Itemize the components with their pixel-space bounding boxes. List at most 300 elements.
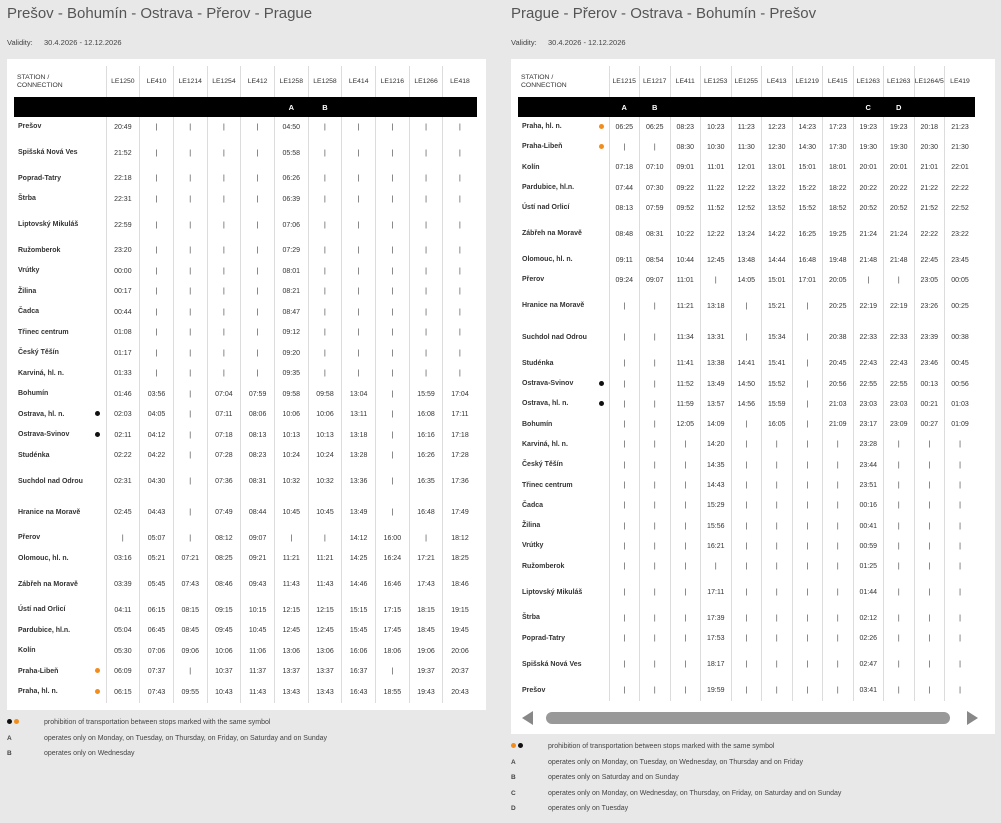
departure-time: | xyxy=(670,680,701,700)
legend-key xyxy=(511,743,541,750)
legend-key: B xyxy=(7,750,12,757)
symbol-cell xyxy=(594,198,609,218)
departure-time: | xyxy=(884,516,915,536)
table-row xyxy=(518,516,975,536)
station-name: Třinec centrum xyxy=(18,328,69,336)
departure-time: | xyxy=(609,516,640,536)
departure-time: | xyxy=(670,577,701,609)
departure-time: 20:43 xyxy=(443,682,477,703)
departure-time: | xyxy=(308,528,342,549)
departure-time: 23:20 xyxy=(106,241,140,262)
departure-time: | xyxy=(609,291,640,323)
departure-time: 16:21 xyxy=(701,536,732,556)
departure-time: 13:37 xyxy=(274,662,308,683)
departure-time: 22:59 xyxy=(106,210,140,241)
departure-time: 00:21 xyxy=(914,394,945,414)
train-marker xyxy=(241,97,275,117)
station-name: Ostrava-Svinov xyxy=(522,380,574,388)
departure-time: 19:23 xyxy=(853,117,884,137)
table-row xyxy=(14,302,477,323)
departure-time: | xyxy=(173,138,207,169)
departure-time: | xyxy=(914,455,945,475)
departure-time: | xyxy=(762,608,793,628)
train-marker xyxy=(106,97,140,117)
departure-time: 19:59 xyxy=(701,680,732,700)
symbol-cell xyxy=(90,323,106,344)
departure-time: | xyxy=(241,282,275,303)
symbol-cell xyxy=(594,516,609,536)
departure-time: 22:45 xyxy=(914,250,945,270)
marker-row xyxy=(518,97,975,117)
departure-time: 17:11 xyxy=(443,405,477,426)
departure-time: | xyxy=(914,649,945,681)
station-name: Pardubice, hl.n. xyxy=(18,626,71,634)
departure-time: 08:48 xyxy=(609,218,640,250)
timetable xyxy=(518,66,975,701)
departure-time: | xyxy=(409,117,443,138)
departure-time: 10:13 xyxy=(308,425,342,446)
departure-time: 08:15 xyxy=(173,600,207,621)
departure-time: | xyxy=(173,528,207,549)
departure-time: | xyxy=(640,496,671,516)
train-marker xyxy=(792,97,823,117)
table-row xyxy=(14,169,477,190)
departure-time: 13:49 xyxy=(701,374,732,394)
departure-time: 14:12 xyxy=(342,528,376,549)
departure-time: 05:21 xyxy=(140,549,174,570)
departure-time: 03:41 xyxy=(853,680,884,700)
train-number: LE1264/5 xyxy=(914,66,945,97)
table-row xyxy=(14,682,477,703)
departure-time: | xyxy=(609,608,640,628)
marker-cell xyxy=(518,97,594,117)
departure-time: 21:03 xyxy=(823,394,854,414)
departure-time: | xyxy=(884,577,915,609)
departure-time: | xyxy=(945,455,976,475)
train-number: LE410 xyxy=(140,66,174,97)
departure-time: | xyxy=(241,261,275,282)
departure-time: 09:11 xyxy=(609,250,640,270)
departure-time: 11:37 xyxy=(241,662,275,683)
station-name: Kolín xyxy=(18,647,36,655)
departure-time: 14:05 xyxy=(731,270,762,290)
departure-time: 09:22 xyxy=(670,178,701,198)
departure-time: | xyxy=(792,322,823,354)
departure-time: | xyxy=(207,169,241,190)
table-row xyxy=(518,117,975,137)
departure-time: 05:04 xyxy=(106,621,140,642)
departure-time: | xyxy=(609,374,640,394)
departure-time: 14:35 xyxy=(701,455,732,475)
departure-time: 19:30 xyxy=(853,137,884,157)
symbol-cell xyxy=(90,364,106,385)
table-row xyxy=(518,374,975,394)
departure-time: | xyxy=(792,680,823,700)
train-marker xyxy=(731,97,762,117)
departure-time: | xyxy=(342,189,376,210)
departure-time: | xyxy=(376,138,410,169)
station-name: Vrútky xyxy=(522,542,544,550)
symbol-cell xyxy=(90,169,106,190)
departure-time: 18:12 xyxy=(443,528,477,549)
symbol-cell xyxy=(594,250,609,270)
departure-time: 06:25 xyxy=(609,117,640,137)
departure-time: | xyxy=(207,302,241,323)
departure-time: | xyxy=(945,680,976,700)
horizontal-scrollbar[interactable] xyxy=(518,709,988,727)
departure-time: | xyxy=(823,496,854,516)
validity-label: Validity: xyxy=(7,38,33,47)
departure-time: 08:30 xyxy=(670,137,701,157)
symbol-cell xyxy=(594,137,609,157)
departure-time: 14:09 xyxy=(701,414,732,434)
departure-time: | xyxy=(409,364,443,385)
departure-time: 21:30 xyxy=(945,137,976,157)
legend-text: operates only on Monday, on Tuesday, on Thursday, on Friday, on Saturday and on Sunday xyxy=(44,734,328,742)
departure-time: 09:52 xyxy=(670,198,701,218)
departure-time: 07:18 xyxy=(609,158,640,178)
departure-time: 10:43 xyxy=(207,682,241,703)
train-marker: A xyxy=(274,97,308,117)
symbol-cell xyxy=(90,384,106,405)
station-name: Žilina xyxy=(18,287,37,295)
departure-time: | xyxy=(173,210,207,241)
departure-time: | xyxy=(884,629,915,649)
departure-time: 13:28 xyxy=(342,446,376,467)
departure-time: 18:06 xyxy=(376,641,410,662)
symbol-cell xyxy=(594,577,609,609)
symbol-cell xyxy=(594,629,609,649)
departure-time: | xyxy=(609,649,640,681)
departure-time: | xyxy=(945,536,976,556)
departure-time: 00:56 xyxy=(945,374,976,394)
departure-time: | xyxy=(884,536,915,556)
station-name: Ústí nad Orlicí xyxy=(18,606,66,614)
symbol-cell xyxy=(90,302,106,323)
departure-time: 22:22 xyxy=(914,218,945,250)
departure-time: 23:46 xyxy=(914,354,945,374)
departure-time: | xyxy=(609,536,640,556)
train-marker xyxy=(376,97,410,117)
departure-time: 10:24 xyxy=(308,446,342,467)
departure-time: | xyxy=(376,364,410,385)
departure-time: 13:57 xyxy=(701,394,732,414)
departure-time: | xyxy=(308,302,342,323)
departure-time: | xyxy=(792,435,823,455)
departure-time: 09:07 xyxy=(640,270,671,290)
departure-time: 13:22 xyxy=(762,178,793,198)
header-row xyxy=(14,66,477,97)
departure-time: 00:44 xyxy=(106,302,140,323)
departure-time: 07:10 xyxy=(640,158,671,178)
train-number: LE1266 xyxy=(409,66,443,97)
departure-time: 18:25 xyxy=(443,549,477,570)
departure-time: | xyxy=(173,282,207,303)
departure-time: 08:13 xyxy=(609,198,640,218)
train-marker xyxy=(823,97,854,117)
departure-time: | xyxy=(792,649,823,681)
table-row xyxy=(14,569,477,600)
departure-time: 16:08 xyxy=(409,405,443,426)
page-title: Prešov - Bohumín - Ostrava - Přerov - Prague xyxy=(7,5,313,22)
departure-time: 11:34 xyxy=(670,322,701,354)
departure-time: 16:48 xyxy=(409,497,443,528)
departure-time: 12:45 xyxy=(308,621,342,642)
departure-time: 14:41 xyxy=(731,354,762,374)
train-number: LE1216 xyxy=(376,66,410,97)
train-number: LE1258 xyxy=(274,66,308,97)
departure-time: | xyxy=(823,557,854,577)
departure-time: | xyxy=(609,322,640,354)
departure-time: 23:28 xyxy=(853,435,884,455)
departure-time: | xyxy=(140,117,174,138)
departure-time: 13:18 xyxy=(701,291,732,323)
departure-time: | xyxy=(731,649,762,681)
table-row xyxy=(14,364,477,385)
departure-time: | xyxy=(792,475,823,495)
train-marker: D xyxy=(884,97,915,117)
station-name: Praha-Libeň xyxy=(18,667,59,675)
station-name: Olomouc, hl. n. xyxy=(18,554,69,562)
departure-time: | xyxy=(640,455,671,475)
departure-time: 20:22 xyxy=(884,178,915,198)
departure-time: | xyxy=(207,241,241,262)
departure-time: 17:53 xyxy=(701,629,732,649)
departure-time: 19:15 xyxy=(443,600,477,621)
departure-time: 14:30 xyxy=(792,137,823,157)
departure-time: 22:55 xyxy=(853,374,884,394)
departure-time: 07:43 xyxy=(140,682,174,703)
departure-time: 23:44 xyxy=(853,455,884,475)
departure-time: 19:43 xyxy=(409,682,443,703)
table-row xyxy=(518,475,975,495)
departure-time: 12:30 xyxy=(762,137,793,157)
departure-time: | xyxy=(731,680,762,700)
departure-time: 07:21 xyxy=(173,549,207,570)
table-row xyxy=(518,178,975,198)
departure-time: | xyxy=(884,557,915,577)
departure-time: | xyxy=(308,364,342,385)
departure-time: 13:18 xyxy=(342,425,376,446)
departure-time: | xyxy=(207,364,241,385)
departure-time: | xyxy=(173,343,207,364)
departure-time: | xyxy=(376,189,410,210)
departure-time: 22:52 xyxy=(945,198,976,218)
departure-time: 13:37 xyxy=(308,662,342,683)
departure-time: 00:05 xyxy=(945,270,976,290)
departure-time: | xyxy=(173,497,207,528)
departure-time: | xyxy=(140,241,174,262)
table-row xyxy=(14,662,477,683)
scrollbar-thumb[interactable] xyxy=(546,712,950,724)
departure-time: 16:26 xyxy=(409,446,443,467)
departure-time: | xyxy=(640,291,671,323)
symbol-cell xyxy=(594,455,609,475)
departure-time: 13:06 xyxy=(274,641,308,662)
departure-time: 23:39 xyxy=(914,322,945,354)
departure-time: | xyxy=(609,414,640,434)
legend-key: A xyxy=(7,734,12,742)
departure-time: | xyxy=(731,629,762,649)
scroll-right-arrow-icon[interactable] xyxy=(967,711,978,725)
departure-time: 15:56 xyxy=(701,516,732,536)
departure-time: | xyxy=(308,282,342,303)
symbol-cell xyxy=(90,425,106,446)
station-name: Hranice na Moravě xyxy=(522,302,585,310)
departure-time: | xyxy=(640,577,671,609)
symbol-cell xyxy=(90,189,106,210)
departure-time: 06:09 xyxy=(106,662,140,683)
table-row xyxy=(518,455,975,475)
symbol-cell xyxy=(594,475,609,495)
departure-time: 19:23 xyxy=(884,117,915,137)
station-name: Spišská Nová Ves xyxy=(18,149,78,156)
train-marker xyxy=(409,97,443,117)
departure-time: | xyxy=(640,137,671,157)
departure-time: | xyxy=(342,302,376,323)
departure-time: | xyxy=(670,435,701,455)
departure-time: 02:22 xyxy=(106,446,140,467)
departure-time: | xyxy=(409,169,443,190)
departure-time: | xyxy=(792,455,823,475)
departure-time: 02:47 xyxy=(853,649,884,681)
departure-time: | xyxy=(140,302,174,323)
legend-text: prohibition of transportation between stops marked with the same symbol xyxy=(548,743,775,750)
departure-time: 05:58 xyxy=(274,138,308,169)
departure-time: | xyxy=(207,261,241,282)
orange-dot-icon xyxy=(599,144,604,149)
departure-time: 10:45 xyxy=(274,497,308,528)
symbol-cell xyxy=(90,138,106,169)
station-name: Prešov xyxy=(522,686,546,694)
validity-value: 30.4.2026 - 12.12.2026 xyxy=(44,38,122,47)
departure-time: | xyxy=(241,364,275,385)
departure-time: | xyxy=(914,536,945,556)
departure-time: | xyxy=(376,446,410,467)
station-name: Český Těšín xyxy=(522,461,563,469)
departure-time: | xyxy=(342,117,376,138)
symbol-cell xyxy=(594,680,609,700)
departure-time: 20:18 xyxy=(914,117,945,137)
departure-time: 11:30 xyxy=(731,137,762,157)
departure-time: | xyxy=(173,117,207,138)
departure-time: 10:22 xyxy=(670,218,701,250)
departure-time: 17:04 xyxy=(443,384,477,405)
station-column-header: STATION / CONNECTION xyxy=(17,73,63,89)
departure-time: 20:37 xyxy=(443,662,477,683)
table-row xyxy=(518,354,975,374)
departure-time: | xyxy=(670,536,701,556)
departure-time: 08:23 xyxy=(670,117,701,137)
departure-time: 15:45 xyxy=(342,621,376,642)
departure-time: 22:19 xyxy=(853,291,884,323)
departure-time: 11:21 xyxy=(308,549,342,570)
departure-time: | xyxy=(609,577,640,609)
departure-time: 01:33 xyxy=(106,364,140,385)
departure-time: 18:15 xyxy=(409,600,443,621)
departure-time: | xyxy=(376,384,410,405)
table-row xyxy=(518,291,975,323)
departure-time: 20:49 xyxy=(106,117,140,138)
legend-text: operates only on Wednesday xyxy=(44,750,135,757)
orange-dot-icon xyxy=(95,689,100,694)
symbol-cell xyxy=(90,569,106,600)
departure-time: 14:50 xyxy=(731,374,762,394)
departure-time: | xyxy=(640,435,671,455)
departure-time: | xyxy=(376,405,410,426)
symbol-cell xyxy=(594,158,609,178)
departure-time: | xyxy=(823,516,854,536)
departure-time: 13:38 xyxy=(701,354,732,374)
departure-time: 07:06 xyxy=(140,641,174,662)
scroll-left-arrow-icon[interactable] xyxy=(522,711,533,725)
departure-time: 23:03 xyxy=(884,394,915,414)
departure-time: 15:41 xyxy=(762,354,793,374)
symbol-column-header xyxy=(90,66,106,97)
departure-time: 21:23 xyxy=(945,117,976,137)
departure-time: 13:43 xyxy=(274,682,308,703)
departure-time: | xyxy=(443,210,477,241)
departure-time: 06:15 xyxy=(106,682,140,703)
symbol-cell xyxy=(90,497,106,528)
departure-time: 17:21 xyxy=(409,549,443,570)
table-row xyxy=(14,425,477,446)
symbol-cell xyxy=(90,600,106,621)
departure-time: | xyxy=(342,169,376,190)
orange-dot-icon xyxy=(14,719,19,724)
departure-time: | xyxy=(443,282,477,303)
symbol-cell xyxy=(594,354,609,374)
departure-time: | xyxy=(792,354,823,374)
train-marker: C xyxy=(853,97,884,117)
symbol-cell xyxy=(594,608,609,628)
departure-time: | xyxy=(640,536,671,556)
departure-time: 21:48 xyxy=(884,250,915,270)
departure-time: | xyxy=(701,270,732,290)
symbol-cell xyxy=(90,549,106,570)
train-number: LE1214 xyxy=(173,66,207,97)
departure-time: 10:45 xyxy=(241,621,275,642)
station-name: Praha, hl. n. xyxy=(522,123,562,131)
departure-time: | xyxy=(443,241,477,262)
station-name: Bohumín xyxy=(522,420,553,428)
station-name: Karviná, hl. n. xyxy=(18,369,64,377)
table-row xyxy=(518,158,975,178)
train-number: LE1258 xyxy=(308,66,342,97)
table-row xyxy=(518,137,975,157)
departure-time: | xyxy=(823,455,854,475)
train-number: LE418 xyxy=(443,66,477,97)
departure-time: 10:32 xyxy=(274,466,308,497)
departure-time: | xyxy=(670,608,701,628)
departure-time: | xyxy=(140,210,174,241)
departure-time: | xyxy=(884,455,915,475)
departure-time: | xyxy=(308,189,342,210)
table-row xyxy=(518,270,975,290)
departure-time: 18:52 xyxy=(823,198,854,218)
departure-time: | xyxy=(792,557,823,577)
departure-time: 18:45 xyxy=(409,621,443,642)
departure-time: 14:22 xyxy=(762,218,793,250)
departure-time: | xyxy=(409,528,443,549)
departure-time: 20:52 xyxy=(884,198,915,218)
departure-time: 15:01 xyxy=(792,158,823,178)
departure-time: | xyxy=(342,343,376,364)
departure-time: | xyxy=(792,496,823,516)
departure-time: 00:38 xyxy=(945,322,976,354)
departure-time: 15:34 xyxy=(762,322,793,354)
departure-time: | xyxy=(640,414,671,434)
